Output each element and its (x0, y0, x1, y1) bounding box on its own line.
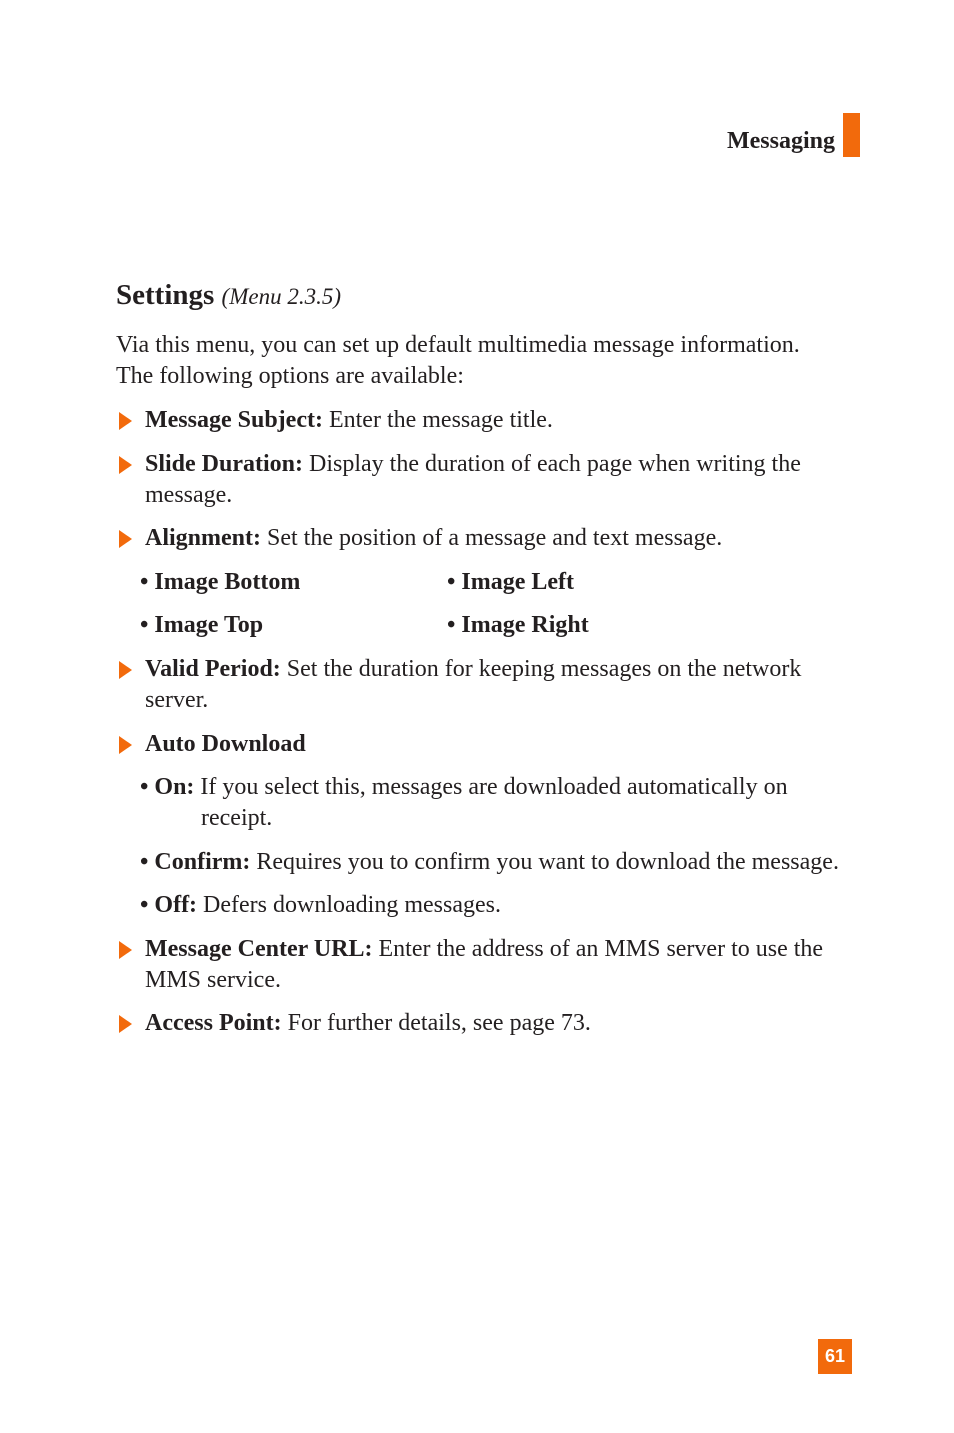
item-label: Message Center URL: (145, 936, 373, 962)
auto-download-option-on (140, 772, 788, 834)
option-description: Requires you to confirm you want to download the message. (250, 849, 839, 875)
section-title (116, 279, 341, 312)
alignment-option-image-top: • Image Top (140, 612, 264, 638)
intro-line-2: The following options are available: (116, 363, 464, 389)
auto-download-option-confirm (140, 847, 839, 878)
item-label: Valid Period: (145, 656, 281, 682)
option-label: • Off: (140, 892, 198, 918)
item-description: For further details, see page 73. (281, 1010, 591, 1036)
option-label: • On: (140, 774, 195, 800)
option-description: If you select this, messages are downloaded automatically on (194, 774, 788, 800)
item-description: Enter the address of an MMS server to use the (372, 936, 824, 962)
intro-line-1: Via this menu, you can set up default multimedia message information. (116, 332, 800, 358)
item-label: Alignment: (145, 525, 261, 551)
chapter-tab-marker (843, 113, 860, 157)
section-title-text: Settings (116, 279, 215, 311)
option-label: • Confirm: (140, 849, 251, 875)
chapter-title: Messaging (727, 128, 835, 154)
item-label: Message Subject: (145, 407, 323, 433)
item-label: Slide Duration: (145, 451, 304, 477)
alignment-option-image-right: • Image Right (447, 612, 589, 638)
bullet-arrow-icon (119, 736, 132, 754)
bullet-arrow-icon (119, 1015, 132, 1033)
item-label: Auto Download (145, 731, 306, 757)
bullet-arrow-icon (119, 412, 132, 430)
item-description: Set the duration for keeping messages on the network (280, 656, 802, 682)
auto-download-option-off (140, 890, 501, 921)
item-description-cont: server. (145, 687, 209, 713)
option-description: Defers downloading messages. (197, 892, 501, 918)
bullet-arrow-icon (119, 661, 132, 679)
bullet-arrow-icon (119, 530, 132, 548)
item-description-cont: message. (145, 482, 233, 508)
alignment-option-image-bottom: • Image Bottom (140, 569, 301, 595)
option-description-cont: receipt. (201, 805, 273, 831)
page-number-badge (818, 1339, 852, 1374)
bullet-arrow-icon (119, 941, 132, 959)
page-number: 61 (824, 1346, 846, 1366)
item-description: Display the duration of each page when writing the (303, 451, 801, 477)
item-description: Enter the message title. (322, 407, 553, 433)
bullet-arrow-icon (119, 456, 132, 474)
item-label: Access Point: (145, 1010, 282, 1036)
alignment-option-image-left: • Image Left (447, 569, 575, 595)
item-description-cont: MMS service. (145, 967, 281, 993)
menu-reference: (Menu 2.3.5) (221, 284, 341, 309)
item-description: Set the position of a message and text message. (261, 525, 723, 551)
